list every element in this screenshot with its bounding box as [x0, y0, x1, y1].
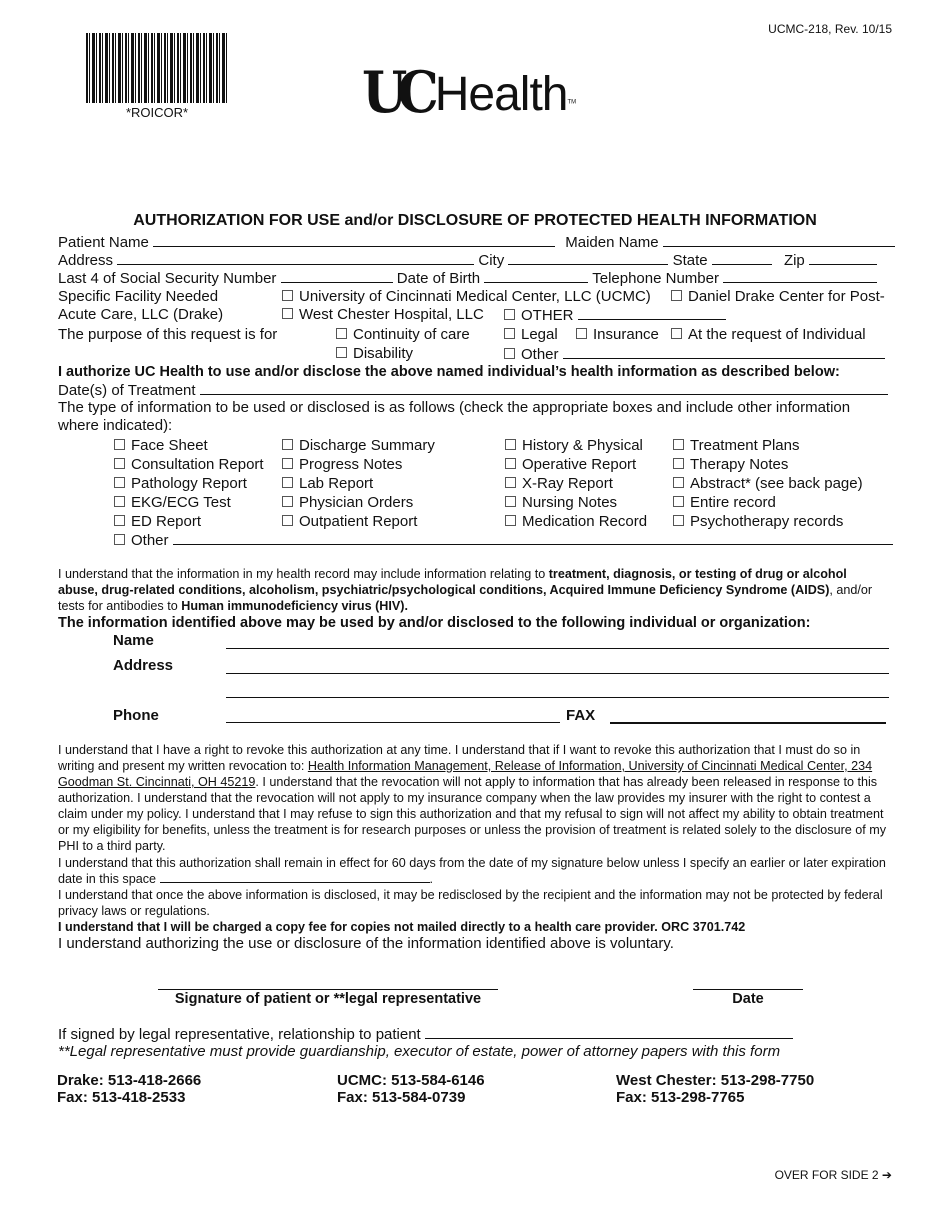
checkbox[interactable]: [671, 290, 682, 301]
contact-westchester: [616, 1072, 814, 1106]
recipient-address-field-2[interactable]: [226, 697, 889, 698]
info-option-label: History & Physical: [522, 437, 643, 454]
purpose-individual-label: At the request of Individual: [688, 326, 866, 343]
purpose-legal-option[interactable]: [504, 326, 558, 344]
city-field[interactable]: [508, 251, 668, 265]
info-option[interactable]: [673, 436, 863, 455]
checkbox[interactable]: [114, 477, 125, 488]
facility-westchester-option[interactable]: [282, 306, 484, 324]
revoke-address: Health Information Management, Release of Information, University of Cincinnati Medical Center, 234 Goodman St. Cincinnati, OH 45219: [58, 759, 873, 789]
recipient-address-label: Address: [113, 657, 174, 674]
info-col-4: [673, 436, 863, 531]
info-option-label: Other: [131, 532, 169, 549]
info-option-label: Consultation Report: [131, 456, 264, 473]
recipient-phone-label: Phone: [113, 707, 159, 724]
checkbox[interactable]: [282, 458, 293, 469]
revoke-text: I understand that I have a right to revoke this authorization at any time. I understand that if I want to revoke this authorization that I must do so in writing and present my written revocation to:: [58, 743, 861, 773]
address-field[interactable]: [117, 251, 474, 265]
ssn-field[interactable]: [281, 269, 393, 283]
checkbox[interactable]: [505, 439, 516, 450]
checkbox[interactable]: [504, 348, 515, 359]
info-option[interactable]: [282, 436, 435, 455]
maiden-name-field[interactable]: [663, 233, 895, 247]
checkbox[interactable]: [504, 328, 515, 339]
checkbox[interactable]: [673, 496, 684, 507]
address-row: [58, 251, 894, 270]
facility-westchester-label: West Chester Hospital, LLC: [299, 306, 484, 323]
info-option-label: X-Ray Report: [522, 475, 613, 492]
contact-phone: Drake: 513-418-2666: [57, 1072, 202, 1089]
contact-phone: UCMC: 513-584-6146: [337, 1072, 485, 1089]
facility-drake-option[interactable]: [671, 288, 885, 306]
telephone-field[interactable]: [723, 269, 877, 283]
recipient-fax-label: FAX: [566, 707, 596, 724]
info-option-label: Outpatient Report: [299, 513, 418, 530]
facility-drake-label: Daniel Drake Center for Post-: [688, 288, 885, 305]
info-option-label: Pathology Report: [131, 475, 247, 492]
info-option-label: Discharge Summary: [299, 437, 435, 454]
ssn-row: [58, 269, 894, 288]
checkbox[interactable]: [505, 477, 516, 488]
logo-mark: UC: [362, 58, 429, 127]
dob-field[interactable]: [484, 269, 588, 283]
legal-rep-note: **Legal representative must provide guardianship, executor of estate, power of attorney papers with this form: [58, 1043, 781, 1060]
dob-label: Date of Birth: [396, 270, 481, 287]
ssn-label: Last 4 of Social Security Number: [58, 270, 277, 287]
checkbox[interactable]: [505, 515, 516, 526]
info-option-other[interactable]: [114, 531, 893, 550]
zip-field[interactable]: [809, 251, 877, 265]
facility-ucmc-option[interactable]: [282, 288, 651, 306]
info-option[interactable]: [505, 436, 647, 455]
contact-fax: Fax: 513-584-0739: [337, 1089, 466, 1106]
checkbox[interactable]: [114, 515, 125, 526]
contact-phone: West Chester: 513-298-7750: [616, 1072, 815, 1089]
info-other-field[interactable]: [173, 531, 893, 545]
purpose-insurance-option[interactable]: [576, 326, 659, 344]
facility-other-field[interactable]: [578, 306, 726, 320]
checkbox[interactable]: [282, 439, 293, 450]
info-option[interactable]: [505, 512, 647, 531]
contact-fax: Fax: 513-418-2533: [57, 1089, 186, 1106]
checkbox[interactable]: [504, 309, 515, 320]
checkbox[interactable]: [673, 515, 684, 526]
recipient-address-field[interactable]: [226, 673, 889, 674]
state-label: State: [672, 252, 708, 269]
purpose-label: The purpose of this request is for: [58, 326, 278, 343]
recipient-name-label: Name: [113, 632, 154, 649]
expiry-date-field[interactable]: [160, 871, 430, 883]
checkbox[interactable]: [505, 496, 516, 507]
purpose-individual-option[interactable]: [671, 326, 866, 344]
info-option-label: Physician Orders: [299, 494, 414, 511]
recipient-name-field[interactable]: [226, 648, 889, 649]
info-option-label: Nursing Notes: [522, 494, 618, 511]
recipient-heading: The information identified above may be used by and/or disclosed to the following individual or organization:: [58, 615, 811, 631]
signature-label: Signature of patient or **legal representative: [174, 991, 482, 1007]
contact-drake: [57, 1072, 201, 1106]
info-option[interactable]: [282, 455, 435, 474]
checkbox[interactable]: [505, 458, 516, 469]
revoke-paragraph: [58, 742, 892, 854]
telephone-label: Telephone Number: [592, 270, 719, 287]
relationship-label: If signed by legal representative, relationship to patient: [58, 1026, 421, 1043]
relationship-field[interactable]: [425, 1025, 793, 1039]
info-option-label: Face Sheet: [131, 437, 208, 454]
info-option-label: Entire record: [690, 494, 776, 511]
info-option[interactable]: [282, 512, 435, 531]
facility-drake-cont: Acute Care, LLC (Drake): [58, 306, 224, 323]
voluntary-statement: I understand authorizing the use or disclosure of the information identified above is voluntary.: [58, 935, 674, 952]
checkbox[interactable]: [282, 496, 293, 507]
dates-treatment-label: Date(s) of Treatment: [58, 382, 196, 399]
info-option[interactable]: [673, 512, 863, 531]
info-option-label: Progress Notes: [299, 456, 403, 473]
checkbox[interactable]: [282, 515, 293, 526]
info-option[interactable]: [505, 474, 647, 493]
purpose-other-field[interactable]: [563, 345, 885, 359]
purpose-insurance-label: Insurance: [593, 326, 659, 343]
sensitive-bold: treatment, diagnosis, or testing of drug or alcohol abuse, drug-related conditions, alcoholism, psychiatric/psychological conditions, Acquired Immune Deficiency Syndrome (AIDS): [58, 567, 847, 597]
info-option[interactable]: [673, 493, 863, 512]
purpose-other-label: Other: [521, 346, 559, 363]
facility-other-label: OTHER: [521, 307, 574, 324]
city-label: City: [478, 252, 505, 269]
over-for-side-2: OVER FOR SIDE 2 ➔: [774, 1168, 892, 1182]
info-col-2: [282, 436, 435, 531]
recipient-fax-field[interactable]: [610, 722, 886, 724]
checkbox[interactable]: [673, 477, 684, 488]
checkbox[interactable]: [673, 439, 684, 450]
info-option-label: Lab Report: [299, 475, 374, 492]
info-option[interactable]: [673, 455, 863, 474]
contact-fax: Fax: 513-298-7765: [616, 1089, 745, 1106]
info-option-label: ED Report: [131, 513, 202, 530]
info-option-label: Treatment Plans: [690, 437, 800, 454]
authorize-statement: I authorize UC Health to use and/or disclose the above named individual’s health information as described below:: [58, 364, 840, 380]
purpose-continuity-label: Continuity of care: [353, 326, 470, 343]
checkbox[interactable]: [336, 347, 347, 358]
logo-text: Health: [434, 68, 568, 121]
info-option-label: Therapy Notes: [690, 456, 789, 473]
purpose-legal-label: Legal: [521, 326, 558, 343]
info-col-3: [505, 436, 647, 531]
info-type-line2: where indicated):: [58, 417, 173, 434]
info-option[interactable]: [505, 455, 647, 474]
checkbox[interactable]: [576, 328, 587, 339]
checkbox[interactable]: [282, 308, 293, 319]
barcode: [86, 33, 228, 103]
checkbox[interactable]: [282, 477, 293, 488]
sensitive-info-paragraph: [58, 566, 888, 614]
barcode-label: *ROICOR*: [125, 105, 189, 120]
expiry-text: I understand that this authorization shall remain in effect for 60 days from the date of my signature below unless I specify an earlier or later expiration date in this space: [58, 856, 886, 886]
recipient-phone-field[interactable]: [226, 722, 560, 723]
state-field[interactable]: [712, 251, 772, 265]
uc-health-logo: [362, 58, 577, 127]
redisclose-paragraph: I understand that once the above information is disclosed, it may be redisclosed by the recipient and the information may not be protected by federal privacy laws or regulations.: [58, 888, 883, 918]
relationship-row: [58, 1025, 894, 1044]
copy-fee-statement: I understand that I will be charged a copy fee for copies not mailed directly to a health care provider. ORC 3701.742: [58, 920, 746, 934]
checkbox[interactable]: [114, 439, 125, 450]
expiry-paragraph: I understand that this authorization shall remain in effect for 60 days from the date of my signature below unless I specify an earlier or later expiration date in this space .: [58, 856, 886, 886]
info-option[interactable]: [282, 474, 435, 493]
info-option[interactable]: [673, 474, 863, 493]
sensitive-bold: Human immunodeficiency virus (HIV).: [181, 599, 408, 613]
checkbox[interactable]: [114, 534, 125, 545]
sensitive-text: I understand that the information in my health record may include information relating to: [58, 567, 549, 581]
checkbox[interactable]: [114, 458, 125, 469]
dates-treatment-row: [58, 381, 894, 400]
info-option-label: Abstract* (see back page): [690, 475, 863, 492]
checkbox[interactable]: [673, 458, 684, 469]
patient-name-field[interactable]: [153, 233, 555, 247]
purpose-continuity-option[interactable]: [336, 326, 470, 344]
patient-name-label: Patient Name: [58, 234, 149, 251]
form-title: AUTHORIZATION FOR USE and/or DISCLOSURE OF PROTECTED HEALTH INFORMATION: [133, 212, 817, 229]
facility-other-option[interactable]: [504, 306, 726, 325]
facility-label: Specific Facility Needed: [58, 288, 219, 305]
zip-label: Zip: [783, 252, 805, 269]
purpose-disability-option[interactable]: [336, 345, 413, 363]
info-option-label: Operative Report: [522, 456, 637, 473]
checkbox[interactable]: [336, 328, 347, 339]
info-option-label: EKG/ECG Test: [131, 494, 231, 511]
patient-name-row: [58, 233, 894, 252]
form-code: UCMC-218, Rev. 10/15: [768, 22, 892, 36]
facility-ucmc-label: University of Cincinnati Medical Center, LLC (UCMC): [299, 288, 651, 305]
contact-ucmc: [337, 1072, 485, 1106]
purpose-disability-label: Disability: [353, 345, 414, 362]
checkbox[interactable]: [671, 328, 682, 339]
date-label: Date: [732, 991, 764, 1007]
info-option[interactable]: [505, 493, 647, 512]
logo-tm: TM: [567, 99, 577, 106]
info-option-label: Psychotherapy records: [690, 513, 844, 530]
maiden-name-label: Maiden Name: [565, 234, 659, 251]
address-label: Address: [58, 252, 114, 269]
sensitive-text: , and/or tests for antibodies to: [58, 583, 873, 613]
dates-treatment-field[interactable]: [200, 381, 888, 395]
checkbox[interactable]: [282, 290, 293, 301]
info-type-line1: The type of information to be used or disclosed is as follows (check the appropriate boxes and include other information: [58, 399, 851, 416]
info-option-label: Medication Record: [522, 513, 648, 530]
info-option[interactable]: [282, 493, 435, 512]
purpose-other-option[interactable]: [504, 345, 885, 364]
revoke-text: . I understand that the revocation will not apply to information that has already been released in response to this authorization. I understand that the revocation will not apply to my insurance company when the law provides my insurer with the right to contest a claim under my policy. I understand that I may refuse to sign this authorization and that my refusal to sign will not affect my ability to obtain treatment or my eligibility for benefits, unless the treatment is for research purposes or unless the provision of treatment is related solely to the disclosure of my PHI to a third party.: [58, 775, 887, 853]
checkbox[interactable]: [114, 496, 125, 507]
